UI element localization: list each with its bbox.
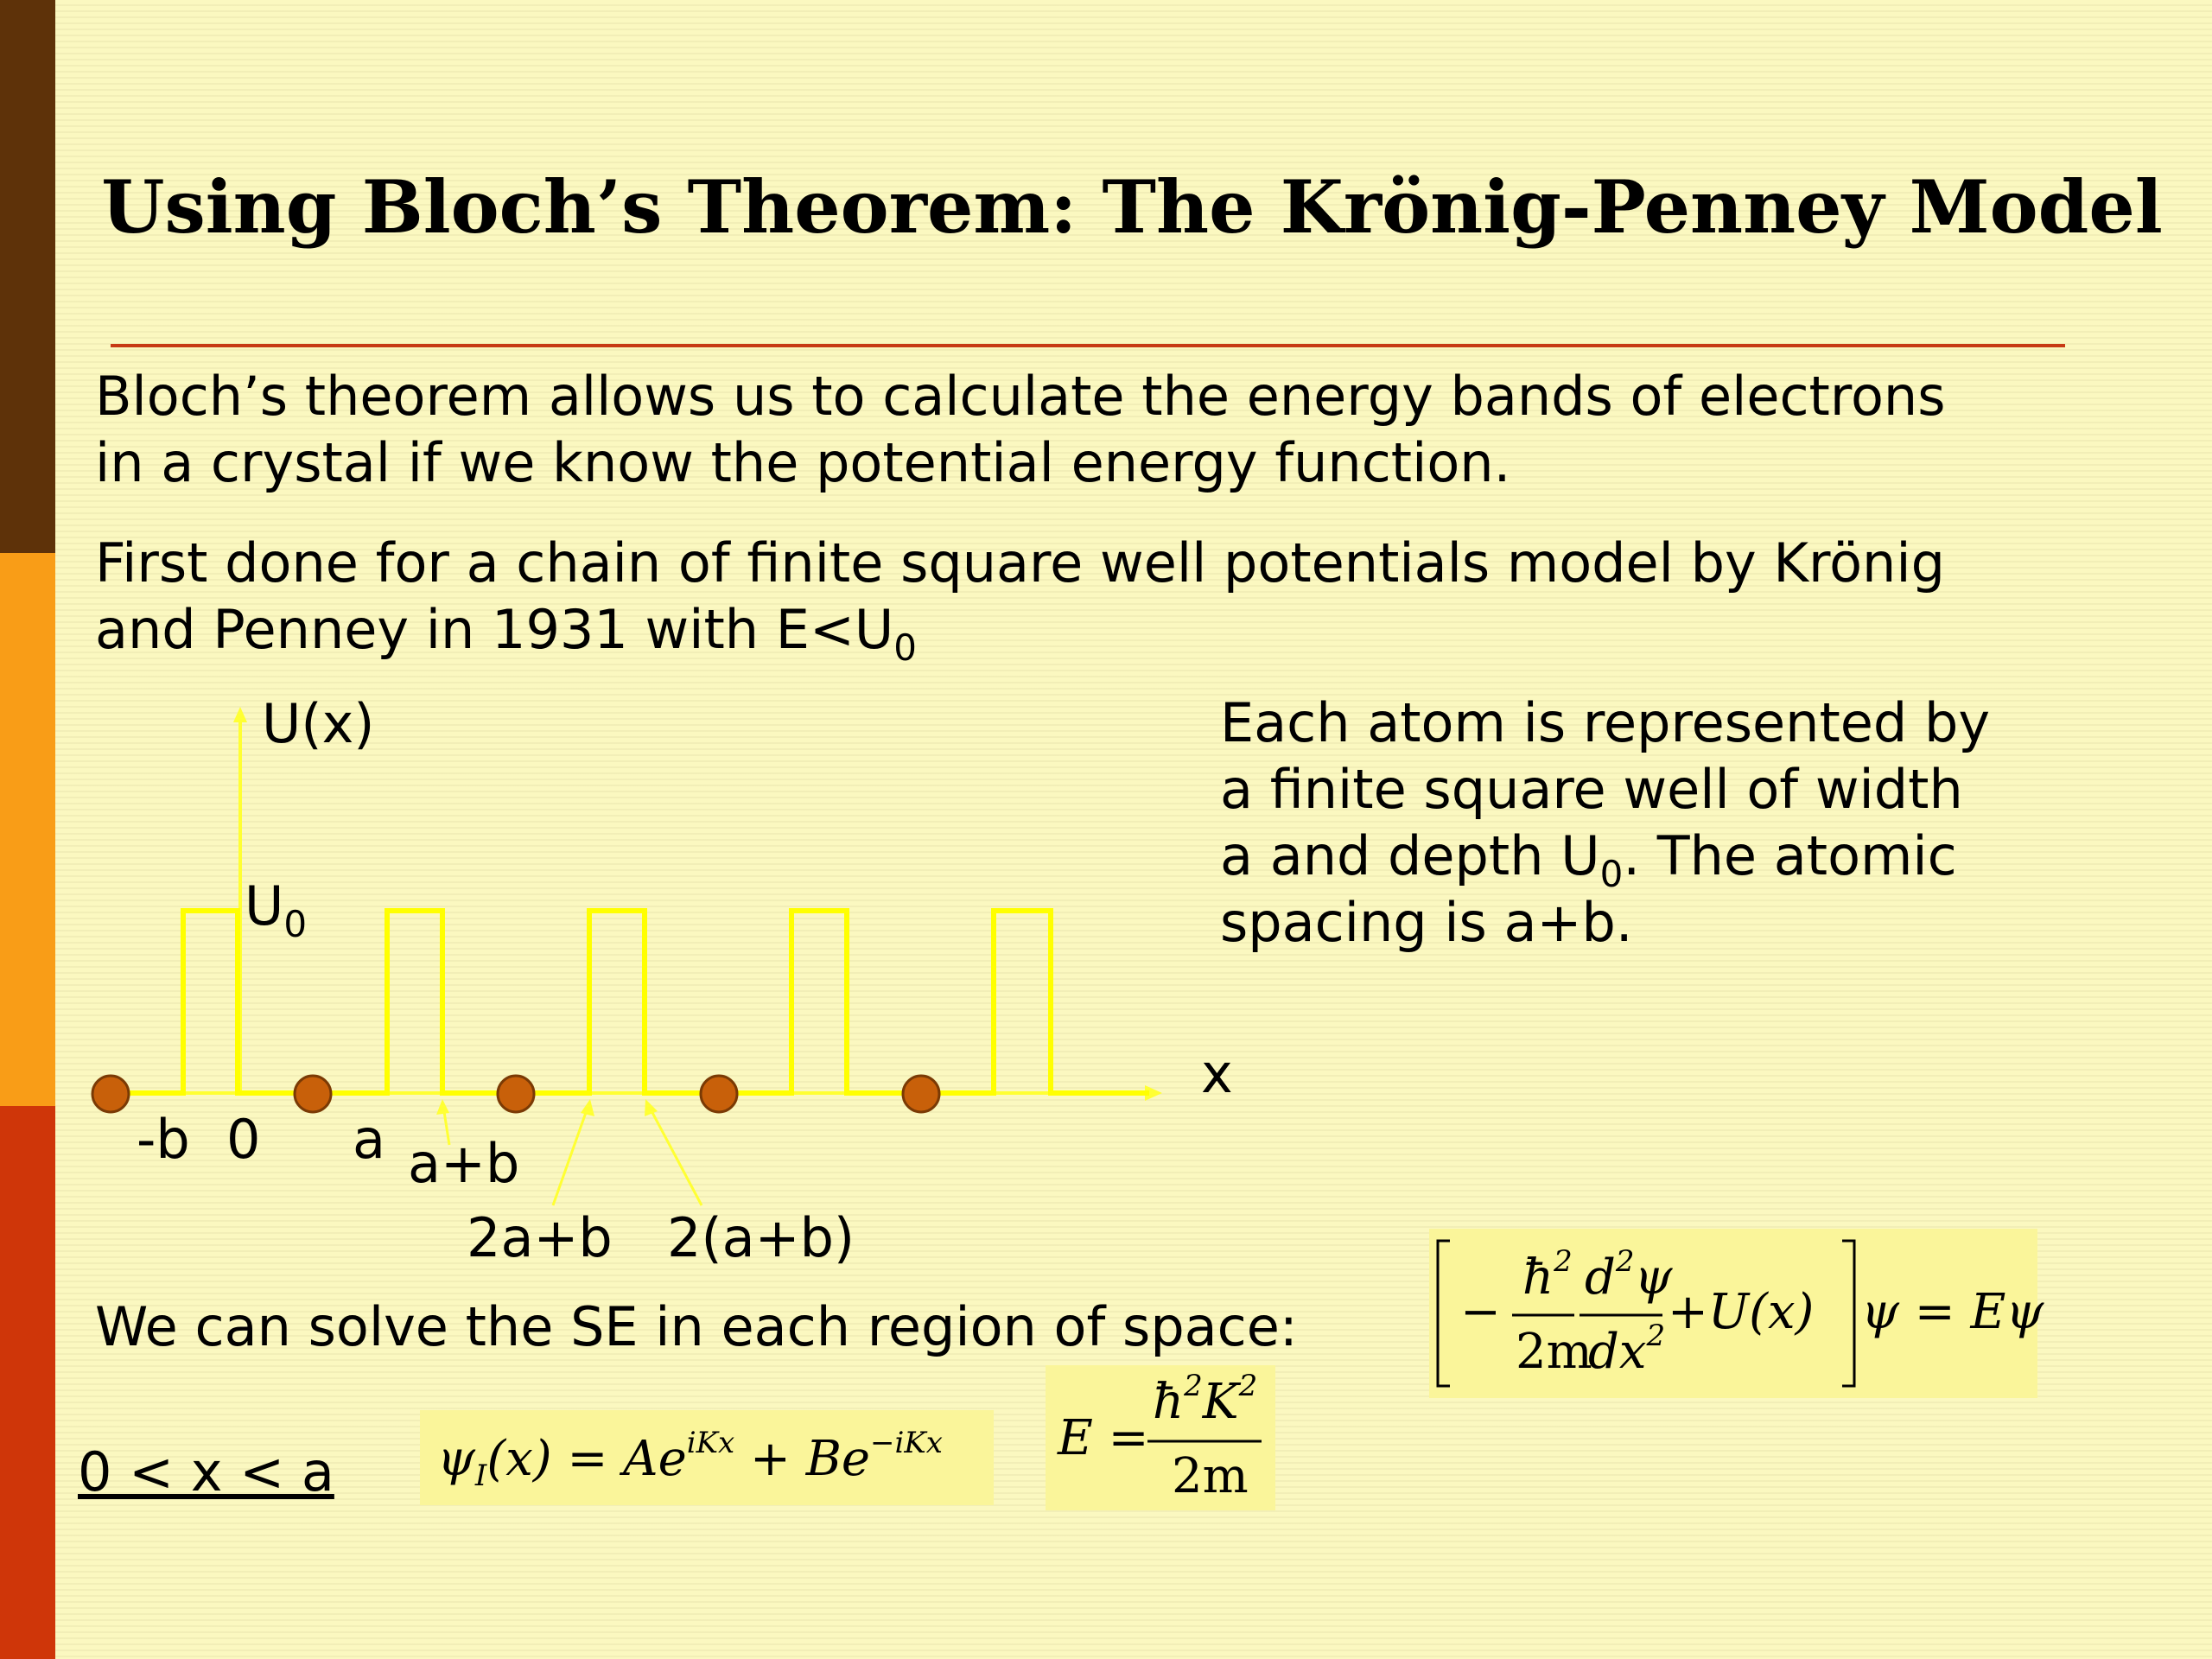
energy-denominator: 2m xyxy=(1172,1448,1249,1504)
atom-description-line-3 xyxy=(1220,823,1990,895)
y-axis-arrowhead xyxy=(233,707,247,722)
label-zero: 0 xyxy=(226,1108,261,1171)
intro-line-2: in a crystal if we know the potential energy function. xyxy=(95,431,1511,494)
u0-label-subscript: 0 xyxy=(283,903,308,945)
atom-description-line-3-subscript: 0 xyxy=(1599,853,1624,895)
se-hbar-exponent: 2 xyxy=(1554,1244,1573,1279)
psi-expression xyxy=(437,1426,943,1493)
energy-equation xyxy=(1046,1365,1275,1510)
se-hbar-symbol: ħ xyxy=(1522,1249,1554,1306)
pointer-2a-plus-b-paren-head xyxy=(645,1099,658,1116)
psi-first-exponent: iKx xyxy=(686,1426,735,1460)
atom-description-line-2: a finite square well of width xyxy=(1220,758,1963,821)
slide-title: Using Bloch’s Theorem: The Krönig-Penney Model xyxy=(101,164,2163,250)
solve-se-paragraph: We can solve the SE in each region of space: xyxy=(95,1295,1298,1358)
atom-description-line-4: spacing is a+b. xyxy=(1220,891,1633,954)
label-minus-b: -b xyxy=(137,1108,190,1171)
psi-second-term: + Be xyxy=(734,1431,871,1487)
y-axis-label: U(x) xyxy=(262,692,375,755)
energy-lhs: E = xyxy=(1058,1410,1149,1466)
history-line-1: First done for a chain of finite square well potentials model by Krönig xyxy=(95,531,1945,594)
pointer-2a-plus-b-paren xyxy=(650,1108,702,1205)
se-dx2-dx: dx xyxy=(1588,1324,1647,1380)
psi-second-exponent: −iKx xyxy=(870,1426,943,1460)
se-potential-term xyxy=(1668,1284,1814,1340)
atom-dot xyxy=(92,1076,129,1112)
se-dx2-exponent: 2 xyxy=(1646,1319,1666,1353)
psi-subscript: I xyxy=(474,1459,487,1493)
x-axis-label: x xyxy=(1201,1042,1233,1105)
atom-dot xyxy=(498,1076,534,1112)
history-line-2-text: and Penney in 1931 with E<U xyxy=(95,598,894,661)
potential-square-wave xyxy=(130,911,1149,1093)
energy-hbar-exponent: 2 xyxy=(1184,1369,1203,1403)
se-dx2 xyxy=(1588,1319,1666,1380)
schrodinger-equation xyxy=(1429,1229,2044,1398)
atom-dot xyxy=(295,1076,331,1112)
wavefunction-equation xyxy=(420,1410,994,1505)
region-label: 0 < x < a xyxy=(78,1440,334,1503)
pointer-a-plus-b-head xyxy=(436,1099,449,1115)
atom-dot xyxy=(701,1076,737,1112)
history-line-2-subscript: 0 xyxy=(893,626,918,669)
se-d2psi-d: d xyxy=(1585,1249,1616,1306)
se-d2psi-psi: ψ xyxy=(1634,1249,1673,1306)
se-2m: 2m xyxy=(1516,1324,1592,1380)
atom-description-line-3-post: . The atomic xyxy=(1623,824,1957,887)
energy-k-exponent: 2 xyxy=(1238,1369,1258,1403)
psi-symbol: ψ xyxy=(437,1431,475,1487)
energy-k: K xyxy=(1202,1374,1239,1430)
se-d2psi-exponent: 2 xyxy=(1615,1244,1635,1279)
se-of-x: (x) xyxy=(1749,1284,1815,1340)
label-2-a-plus-b: 2(a+b) xyxy=(667,1206,855,1269)
se-minus: − xyxy=(1460,1284,1501,1340)
label-a: a xyxy=(353,1108,385,1171)
energy-hbar: ħ xyxy=(1153,1374,1185,1430)
se-plus-u: +U xyxy=(1668,1284,1750,1340)
psi-first-term: (x) = Ae xyxy=(486,1431,687,1487)
se-rhs: ψ = Eψ xyxy=(1861,1284,2044,1340)
se-d2psi xyxy=(1585,1244,1673,1306)
atom-description-line-3-pre: a and depth U xyxy=(1220,824,1600,887)
intro-line-1: Bloch’s theorem allows us to calculate the energy bands of electrons xyxy=(95,365,1946,428)
label-a-plus-b: a+b xyxy=(408,1132,520,1195)
label-2a-plus-b: 2a+b xyxy=(467,1206,613,1269)
u0-label-text: U xyxy=(245,874,284,938)
u0-label xyxy=(245,874,308,945)
atom-dot xyxy=(903,1076,939,1112)
atom-description-line-1: Each atom is represented by xyxy=(1220,691,1991,754)
atom-description-paragraph xyxy=(1220,690,1990,956)
pointer-2a-plus-b xyxy=(553,1108,588,1205)
se-hbar xyxy=(1522,1244,1573,1306)
energy-numerator xyxy=(1153,1369,1258,1430)
pointer-2a-plus-b-head xyxy=(581,1099,594,1116)
